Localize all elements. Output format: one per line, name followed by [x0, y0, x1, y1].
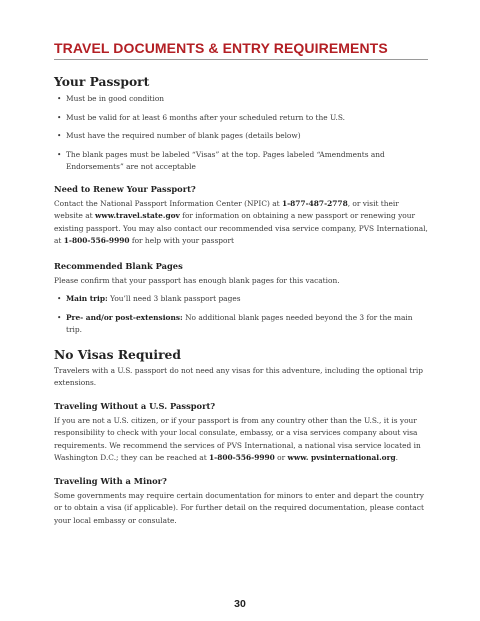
- page-content: [54, 40, 428, 527]
- renew-paragraph: [54, 198, 428, 248]
- item-label: Main trip:: [66, 294, 108, 303]
- page-number: 30: [234, 598, 246, 610]
- pvs-website-link[interactable]: www. pvsinternational.org: [287, 453, 396, 462]
- pvs-phone: 1-800-556-9990: [63, 236, 130, 245]
- text-run: or: [274, 453, 288, 462]
- text-run: , or visit their website at: [54, 198, 399, 220]
- text-run: If you are not a U.S. citizen, or if your passport is from any country other than the U.S., it is your responsibility to check with your local consulate, embassy, or a visa services company about visa requirements. We recommend the services of PVS International, a national visa service located in Washington D.C.; they can be reached at: [54, 415, 421, 462]
- npic-phone: 1-877-487-2778: [281, 198, 348, 208]
- passport-heading: Your Passport: [54, 74, 150, 89]
- list-item: [54, 293, 428, 306]
- minor-heading: Traveling With a Minor?: [54, 475, 167, 486]
- list-item-text: Must have the required number of blank pages (details below): [66, 131, 301, 140]
- list-item: [54, 93, 428, 106]
- list-item-text: Must be in good condition: [66, 94, 165, 103]
- bullet-icon: •: [57, 312, 62, 322]
- renew-heading: Need to Renew Your Passport?: [54, 183, 196, 194]
- text-run: .: [395, 453, 398, 462]
- blank-pages-heading: Recommended Blank Pages: [54, 260, 183, 271]
- list-item: [54, 130, 428, 143]
- bullet-icon: •: [57, 94, 62, 103]
- list-item-text: The blank pages must be labeled “Visas” at the top. Pages labeled “Amendments and Endorsements” are not acceptable: [66, 149, 385, 171]
- visas-heading: No Visas Required: [54, 346, 181, 362]
- list-item-text: Must be valid for at least 6 months after your scheduled return to the U.S.: [66, 112, 346, 122]
- list-item: [54, 149, 428, 174]
- list-item: [54, 312, 428, 337]
- text-run: Contact the National Passport Information Center (NPIC) at: [54, 198, 282, 208]
- pvs-phone: 1-800-556-9990: [209, 453, 275, 462]
- bullet-icon: •: [57, 149, 62, 159]
- minor-paragraph: Some governments may require certain documentation for minors to enter and depart the country or to obtain a visa (if applicable). For further detail on the required documentation, please contact your local embassy or consulate.: [54, 490, 424, 525]
- bullet-icon: •: [57, 112, 62, 122]
- visas-paragraph: Travelers with a U.S. passport do not need any visas for this adventure, including the optional trip extensions.: [54, 365, 424, 387]
- without-passport-paragraph: [54, 415, 428, 465]
- bullet-icon: •: [57, 131, 62, 140]
- text-run: for information on obtaining a new passport or renewing your existing passport. You may also contact our recommended visa service company, PVS International, at: [54, 211, 428, 245]
- bullet-icon: •: [57, 294, 62, 303]
- item-text: You’ll need 3 blank passport pages: [107, 294, 241, 303]
- blank-pages-intro: Please confirm that your passport has enough blank pages for this vacation.: [54, 275, 340, 285]
- section-title: TRAVEL DOCUMENTS & ENTRY REQUIREMENTS: [54, 40, 428, 60]
- list-item: [54, 112, 428, 125]
- text-run: for help with your passport: [129, 236, 234, 245]
- passport-requirements-list: [54, 93, 428, 174]
- item-label: Pre- and/or post-extensions:: [66, 312, 183, 322]
- blank-pages-list: [54, 293, 428, 337]
- without-passport-heading: Traveling Without a U.S. Passport?: [54, 400, 216, 411]
- travel-state-gov-link[interactable]: www.travel.state.gov: [95, 211, 180, 220]
- item-text: No additional blank pages needed beyond the 3 for the main trip.: [66, 312, 413, 334]
